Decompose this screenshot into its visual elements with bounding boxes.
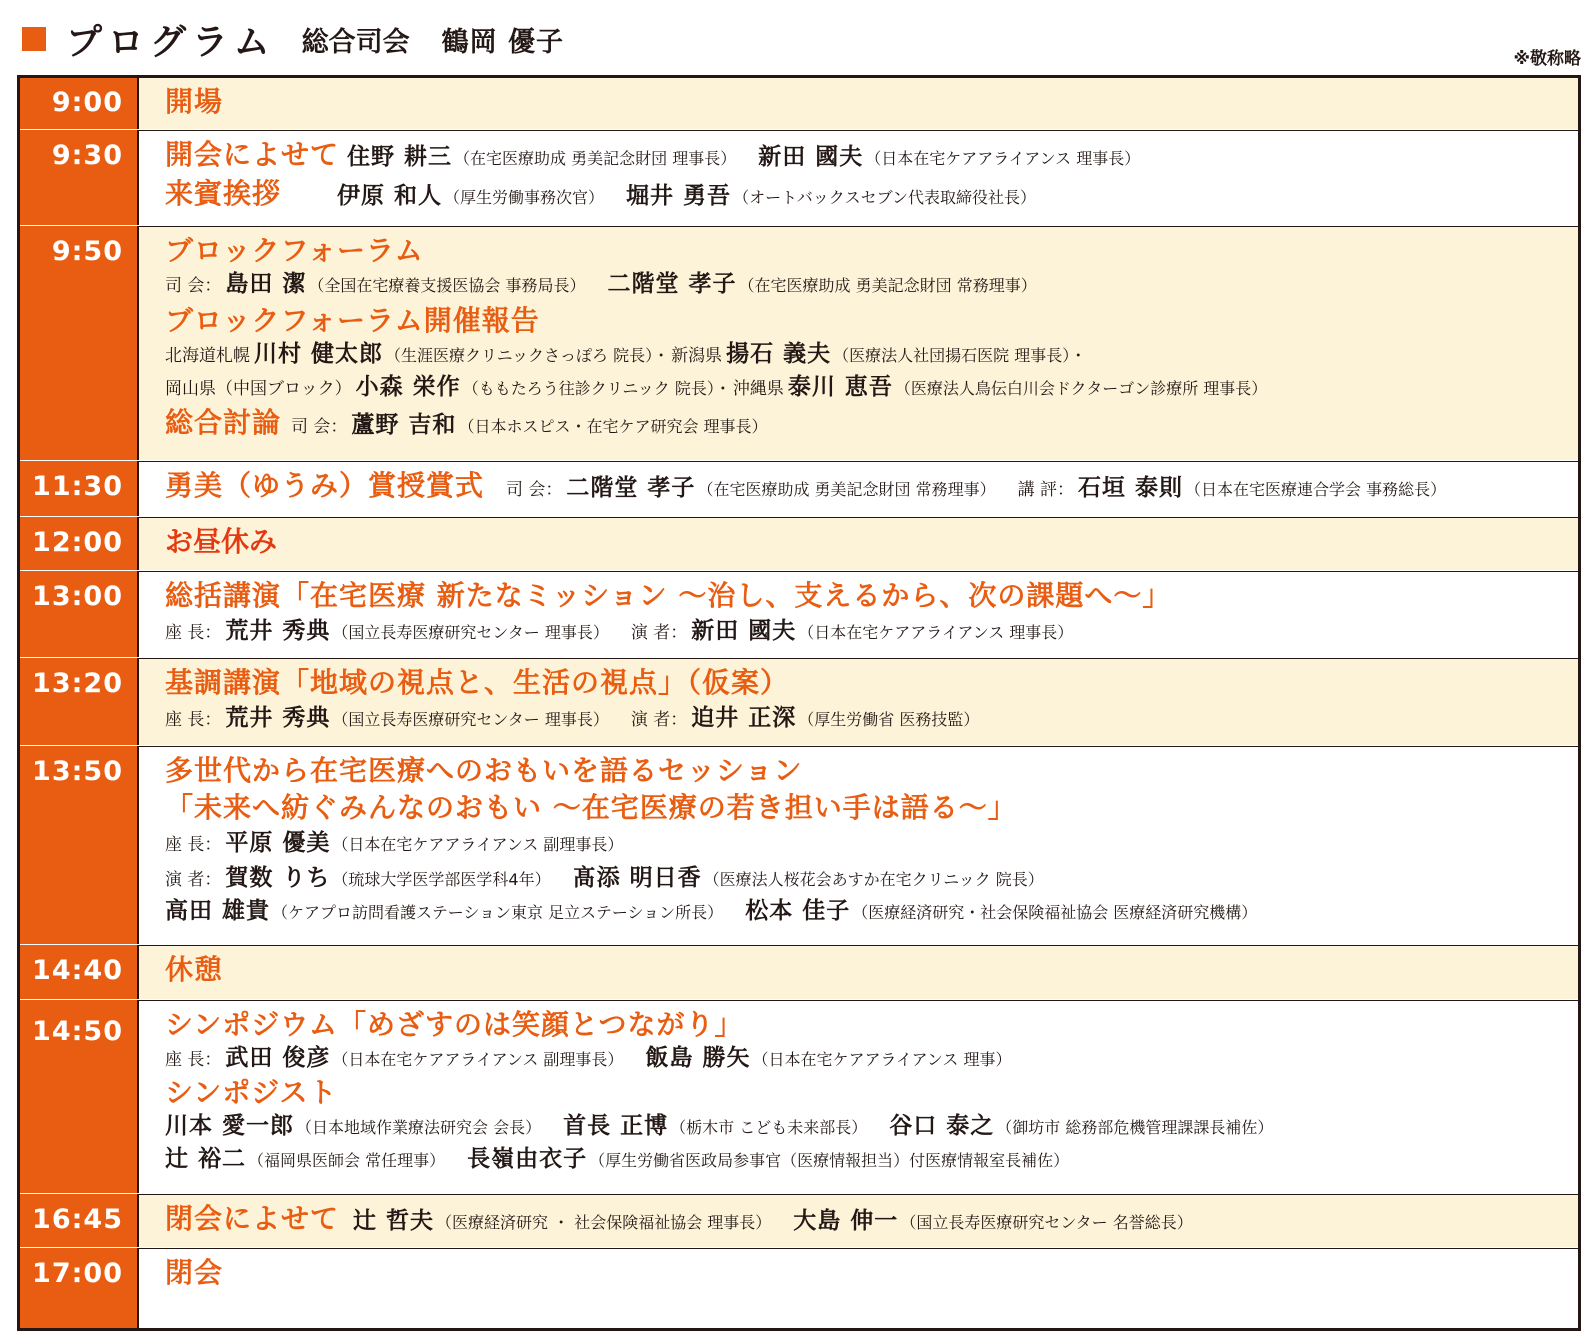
speaker-affiliation: （医療法人社団揚石医院 理事長）・ xyxy=(833,345,1087,365)
speaker-affiliation: （日本ホスピス・在宅ケア研究会 理事長） xyxy=(458,417,768,437)
speaker-affiliation: （琉球大学医学部医学科4年） xyxy=(332,869,551,889)
mc-label: 総合司会 xyxy=(301,26,410,58)
role-label: 演 者： xyxy=(630,623,688,643)
speaker-name: 辻 哲夫 xyxy=(353,1208,435,1234)
speaker-name: 首長 正博 xyxy=(563,1112,669,1139)
time-cell: 9:50 xyxy=(51,236,123,267)
session-title: 多世代から在宅医療へのおもいを語るセッション xyxy=(165,754,803,787)
session-title: 開会によせて xyxy=(165,138,340,171)
speaker-affiliation: （在宅医療助成 勇美記念財団 常務理事） xyxy=(738,276,1037,295)
table-row xyxy=(20,226,1578,461)
time-cell: 9:30 xyxy=(51,140,123,171)
table-row xyxy=(20,1000,1578,1194)
time-cell: 13:00 xyxy=(32,581,123,612)
session-title: 基調講演「地域の視点と、生活の視点」（仮案） xyxy=(165,666,790,699)
table-row xyxy=(20,571,1578,658)
time-cell: 13:50 xyxy=(32,756,123,787)
speaker-affiliation: （日本在宅ケアアライアンス 副理事長） xyxy=(332,1050,624,1069)
speaker-affiliation: （日本在宅ケアアライアンス 理事長） xyxy=(865,149,1141,168)
speaker-name: 石垣 泰則 xyxy=(1078,475,1184,501)
speaker-name: 川本 愛一郎 xyxy=(165,1112,295,1139)
time-cell: 13:20 xyxy=(32,668,123,699)
session-title: ブロックフォーラム xyxy=(165,234,424,267)
role-label: 演 者： xyxy=(165,869,222,890)
speaker-name: 飯島 勝矢 xyxy=(645,1045,751,1071)
speaker-affiliation: （日本在宅ケアアライアンス 理事長） xyxy=(798,623,1074,642)
region-label: 沖縄県 xyxy=(732,378,784,399)
speaker-name: 大島 伸一 xyxy=(793,1208,899,1234)
table-row xyxy=(20,945,1578,1000)
speaker-affiliation: （国立長寿医療研究センター 理事長） xyxy=(332,623,609,642)
session-title: 開場 xyxy=(165,85,224,118)
speaker-name: 荒井 秀典 xyxy=(225,705,331,731)
time-cell: 17:00 xyxy=(32,1258,123,1289)
table-row xyxy=(20,658,1578,746)
table-row xyxy=(20,746,1578,945)
speaker-affiliation: （御坊市 総務部危機管理課課長補佐） xyxy=(996,1117,1274,1137)
time-cell: 16:45 xyxy=(32,1204,123,1235)
content-cell xyxy=(137,78,1578,129)
time-cell: 9:00 xyxy=(51,87,123,118)
speaker-affiliation: （在宅医療助成 勇美記念財団 常務理事） xyxy=(697,480,996,499)
content-cell xyxy=(137,571,1578,657)
time-cell: 12:00 xyxy=(32,527,123,558)
speaker-name: 川村 健太郎 xyxy=(254,340,384,367)
speaker-name: 荒井 秀典 xyxy=(225,618,331,644)
role-label: 座 長： xyxy=(165,623,222,643)
speaker-name: 新田 國夫 xyxy=(758,144,864,170)
content-cell xyxy=(137,1194,1578,1247)
speaker-affiliation: （厚生労働事務次官） xyxy=(444,188,605,207)
content-cell xyxy=(137,461,1578,516)
session-title: お昼休み xyxy=(165,525,278,558)
speaker-affiliation: （医療経済研究 ・ 社会保険福祉協会 理事長） xyxy=(436,1213,772,1232)
time-cell: 14:50 xyxy=(32,1016,123,1047)
page-title: プログラム xyxy=(66,21,276,63)
page-header xyxy=(22,14,564,64)
speaker-affiliation: （ももたろう往診クリニック 院長）・ xyxy=(462,378,731,398)
speaker-name: 武田 俊彦 xyxy=(225,1045,331,1071)
session-title: シンポジウム「めざすのは笑顔とつながり」 xyxy=(165,1008,744,1041)
session-title: 総括講演「在宅医療 新たなミッション ～治し、支えるから、次の課題へ～」 xyxy=(165,579,1172,612)
speaker-affiliation: （日本地域作業療法研究会 会長） xyxy=(296,1117,542,1137)
content-cell xyxy=(137,658,1578,745)
session-title: 閉会によせて xyxy=(165,1202,340,1235)
role-label: 司 会： xyxy=(291,417,348,438)
session-title: 来賓挨拶 xyxy=(165,177,282,210)
content-cell xyxy=(137,517,1578,570)
speaker-affiliation: （福岡県医師会 常任理事） xyxy=(248,1150,446,1170)
session-title: 総合討論 xyxy=(165,406,282,440)
speaker-affiliation: （オートバックスセブン代表取締役社長） xyxy=(733,188,1036,207)
speaker-affiliation: （医療経済研究・社会保険福祉協会 医療経済研究機構） xyxy=(852,902,1258,922)
session-title: 勇美（ゆうみ）賞授賞式 xyxy=(165,469,485,502)
content-cell xyxy=(137,226,1578,460)
role-label: 座 長： xyxy=(165,1050,222,1070)
speaker-name: 二階堂 孝子 xyxy=(607,271,737,297)
speaker-affiliation: （在宅医療助成 勇美記念財団 理事長） xyxy=(454,149,737,168)
speaker-name: 二階堂 孝子 xyxy=(566,475,696,501)
speaker-name: 小森 栄作 xyxy=(355,373,461,400)
speaker-affiliation: （全国在宅療養支援医協会 事務局長） xyxy=(308,276,586,295)
table-row xyxy=(20,517,1578,571)
speaker-affiliation: （医療法人鳥伝白川会ドクターゴン診療所 理事長） xyxy=(894,378,1268,398)
table-row xyxy=(20,1248,1578,1328)
speaker-name: 賀数 りち xyxy=(225,864,331,891)
content-cell xyxy=(137,130,1578,225)
table-row xyxy=(20,1194,1578,1248)
speaker-name: 泰川 恵吾 xyxy=(787,373,893,400)
speaker-affiliation: （国立長寿医療研究センター 理事長） xyxy=(332,710,609,729)
speaker-name: 島田 潔 xyxy=(225,271,307,297)
speaker-name: 高田 雄貴 xyxy=(165,897,271,924)
speaker-name: 揚石 義夫 xyxy=(726,340,832,367)
session-title: シンポジスト xyxy=(165,1075,338,1109)
speaker-affiliation: （日本在宅ケアアライアンス 理事） xyxy=(752,1050,1012,1069)
role-label: 講 評： xyxy=(1017,480,1075,500)
speaker-affiliation: （医療法人桜花会あすか在宅クリニック 院長） xyxy=(703,869,1044,889)
session-subtitle: 「未来へ紡ぐみんなのおもい ～在宅医療の若き担い手は語る～」 xyxy=(165,791,1017,824)
content-cell xyxy=(137,945,1578,999)
region-label: 北海道札幌 xyxy=(165,345,250,366)
role-label: 司 会： xyxy=(506,480,563,500)
program-table xyxy=(17,75,1581,1331)
role-label: 座 長： xyxy=(165,710,222,730)
role-label: 座 長： xyxy=(165,835,222,855)
speaker-name: 辻 裕二 xyxy=(165,1145,247,1172)
speaker-affiliation: （厚生労働省 医務技監） xyxy=(798,710,980,729)
speaker-affiliation: （日本在宅医療連合学会 事務総長） xyxy=(1185,480,1447,499)
time-cell: 11:30 xyxy=(32,471,123,502)
region-label: 岡山県（中国ブロック） xyxy=(165,378,352,399)
content-cell xyxy=(137,1000,1578,1193)
session-title: 閉会 xyxy=(165,1256,224,1289)
speaker-affiliation: （生涯医療クリニックさっぽろ 院長）・ xyxy=(385,345,670,365)
mc-name: 鶴岡 優子 xyxy=(441,26,565,58)
role-label: 司 会： xyxy=(165,276,222,296)
speaker-affiliation: （国立長寿医療研究センター 名誉総長） xyxy=(900,1213,1193,1232)
speaker-name: 伊原 和人 xyxy=(337,183,443,209)
speaker-name: 平原 優美 xyxy=(225,830,331,856)
content-cell xyxy=(137,1248,1578,1328)
region-label: 新潟県 xyxy=(671,345,723,366)
speaker-name: 新田 國夫 xyxy=(691,618,797,644)
session-title: ブロックフォーラム開催報告 xyxy=(165,303,540,337)
role-label: 演 者： xyxy=(630,710,688,730)
content-cell xyxy=(137,746,1578,944)
speaker-affiliation: （栃木市 こども未来部長） xyxy=(670,1117,868,1137)
table-row xyxy=(20,461,1578,517)
speaker-name: 蘆野 吉和 xyxy=(351,412,457,439)
orange-square-icon xyxy=(22,27,46,51)
speaker-name: 長嶺由衣子 xyxy=(467,1145,588,1172)
speaker-affiliation: （ケアプロ訪問看護ステーション東京 足立ステーション所長） xyxy=(272,902,724,922)
speaker-name: 堀井 勇吾 xyxy=(626,183,732,209)
speaker-name: 髙添 明日香 xyxy=(572,864,702,891)
table-row xyxy=(20,78,1578,130)
speaker-affiliation: （厚生労働省医政局参事官（医療情報担当）付医療情報室長補佐） xyxy=(589,1150,1070,1170)
speaker-name: 松本 佳子 xyxy=(745,897,851,924)
time-cell: 14:40 xyxy=(32,955,123,986)
session-title: 休憩 xyxy=(165,953,224,986)
honorific-note: ※敬称略 xyxy=(1513,49,1581,69)
table-row xyxy=(20,130,1578,226)
speaker-affiliation: （日本在宅ケアアライアンス 副理事長） xyxy=(332,835,624,854)
speaker-name: 迫井 正深 xyxy=(691,705,797,731)
speaker-name: 谷口 泰之 xyxy=(889,1112,995,1139)
speaker-name: 住野 耕三 xyxy=(347,144,453,170)
